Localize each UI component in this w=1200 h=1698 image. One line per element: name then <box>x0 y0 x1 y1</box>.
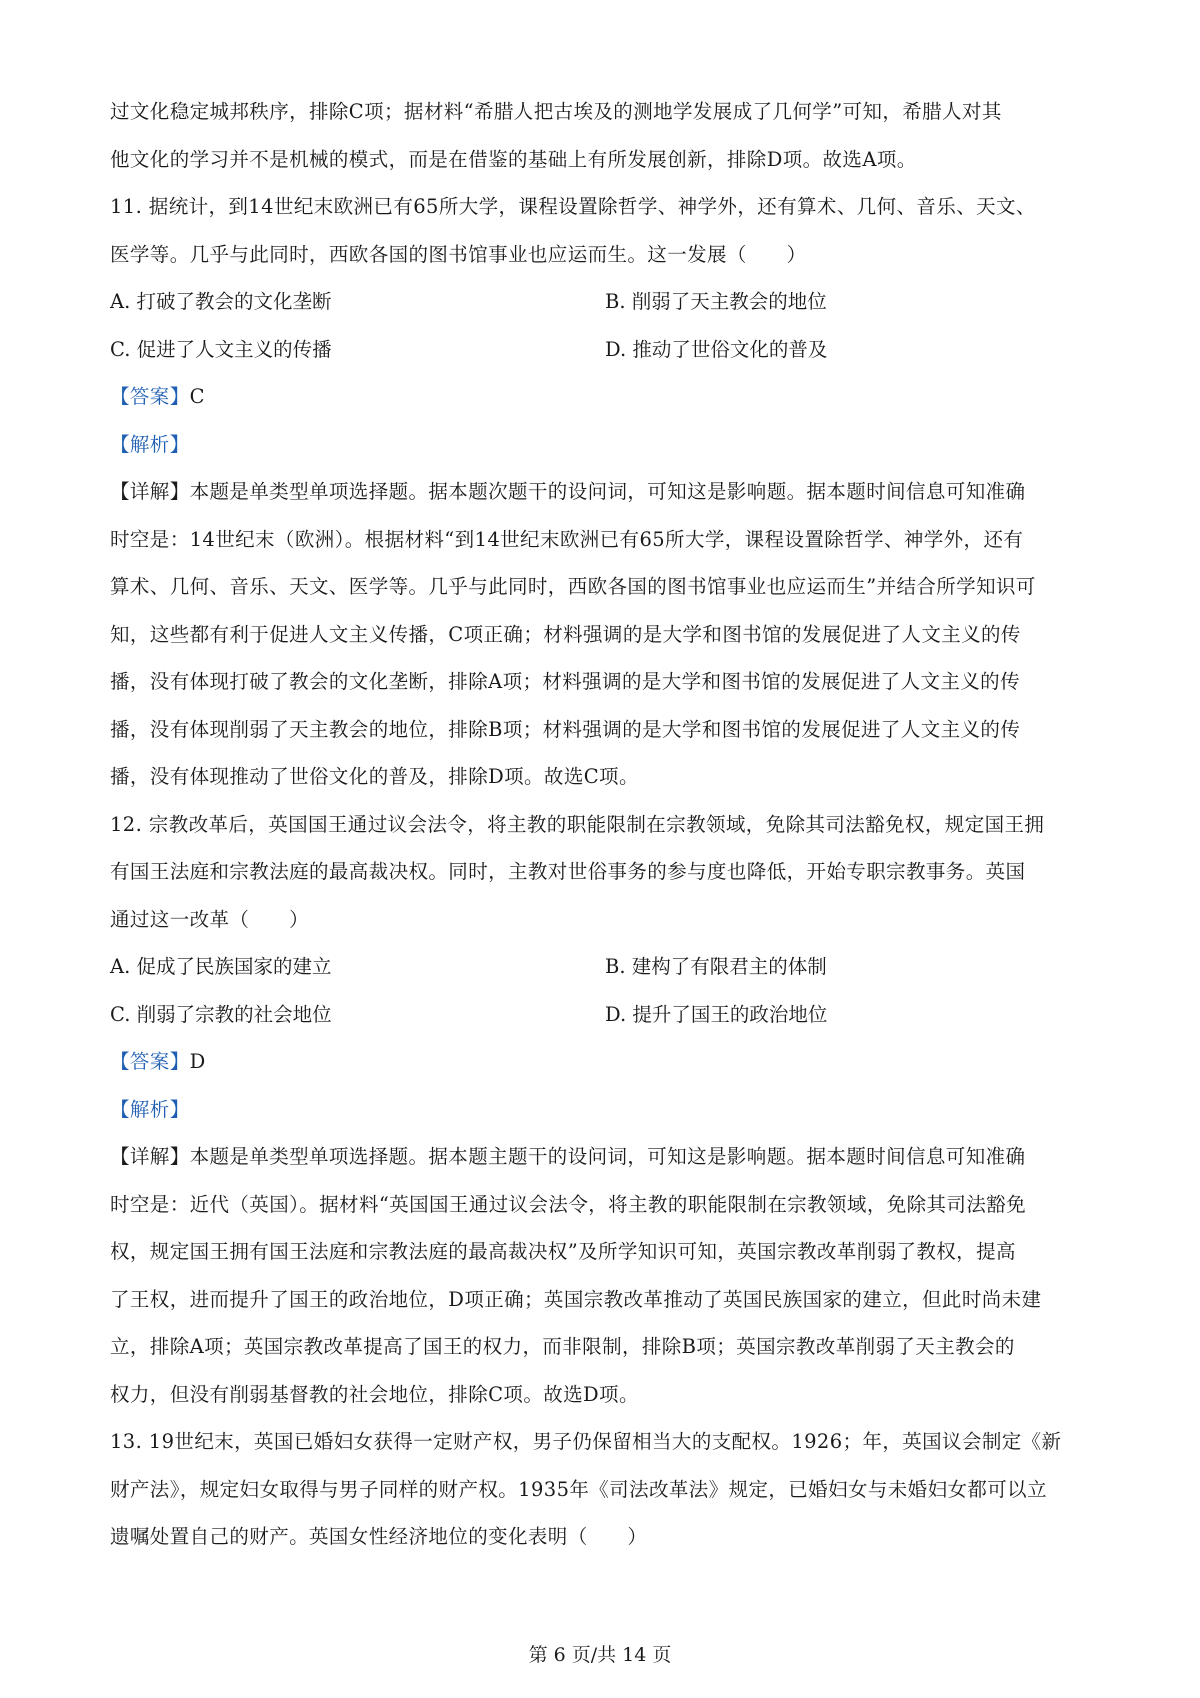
option-b: B. 建构了有限君主的体制 <box>605 955 827 978</box>
answer-value: D <box>189 1050 206 1073</box>
text-line: 他文化的学习并不是机械的模式，而是在借鉴的基础上有所发展创新，排除D项。故选A项。 <box>110 147 917 171</box>
option-a: A. 促成了民族国家的建立 <box>110 955 332 978</box>
text-line: 过文化稳定城邦秩序，排除C项；据材料“希腊人把古埃及的测地学发展成了几何学”可知，希腊人对其 <box>110 100 1002 123</box>
detail-line: 播，没有体现推动了世俗文化的普及，排除D项。故选C项。 <box>110 765 639 788</box>
detail-line <box>110 1133 1100 1181</box>
detail-line: 时空是：14世纪末（欧洲）。根据材料“到14世纪末欧洲已有65所大学，课程设置除哲学、神学外，还有 <box>110 527 1024 551</box>
question-stem: 医学等。几乎与此同时，西欧各国的图书馆事业也应运而生。这一发展（ ） <box>110 242 807 266</box>
detail-line: 时空是：近代（英国）。据材料“英国国王通过议会法令，将主教的职能限制在宗教领域，免除其司法豁免 <box>110 1192 1027 1216</box>
detail-line: 知，这些都有利于促进人文主义传播，C项正确；材料强调的是大学和图书馆的发展促进了人文主义的传 <box>110 622 1021 646</box>
page-number: 第 6 页/共 14 页 <box>528 1644 672 1666</box>
question-stem: 通过这一改革（ ） <box>110 907 310 931</box>
question-stem: 13. 19世纪末，英国已婚妇女获得一定财产权，男子仍保留相当大的支配权。1926；年，英国议会制定《新 <box>110 1430 1062 1453</box>
question-stem: 11. 据统计，到14世纪末欧洲已有65所大学，课程设置除哲学、神学外，还有算术、几何、音乐、天文、 <box>110 195 1036 218</box>
answer-line <box>110 1038 1100 1086</box>
option-row <box>110 278 1100 326</box>
option-a: A. 打破了教会的文化垄断 <box>110 290 332 313</box>
question-13 <box>110 1418 1100 1561</box>
question-12 <box>110 801 1100 1419</box>
detail-line: 权力，但没有削弱基督教的社会地位，排除C项。故选D项。 <box>110 1382 639 1406</box>
detail-line: 立，排除A项；英国宗教改革提高了国王的权力，而非限制，排除B项；英国宗教改革削弱了天主教会的 <box>110 1335 1015 1358</box>
analysis-tag: 【解析】 <box>110 1097 190 1121</box>
answer-tag: 【答案】 <box>110 385 190 408</box>
detail-text: 本题是单类型单项选择题。据本题次题干的设问词，可知这是影响题。据本题时间信息可知准确 <box>189 480 1026 503</box>
detail-line <box>110 468 1100 516</box>
option-row <box>110 326 1100 374</box>
question-stem: 有国王法庭和宗教法庭的最高裁决权。同时，主教对世俗事务的参与度也降低，开始专职宗教事务。英国 <box>110 860 1026 883</box>
option-b: B. 削弱了天主教会的地位 <box>605 290 827 313</box>
document-page <box>110 88 1100 1561</box>
option-c: C. 削弱了宗教的社会地位 <box>110 1002 332 1026</box>
detail-line: 权，规定国王拥有国王法庭和宗教法庭的最高裁决权”及所学知识可知，英国宗教改革削弱了教权，提高 <box>110 1240 1016 1263</box>
detail-text: 本题是单类型单项选择题。据本题主题干的设问词，可知这是影响题。据本题时间信息可知准确 <box>189 1145 1026 1168</box>
answer-tag: 【答案】 <box>110 1050 190 1073</box>
detail-line: 播，没有体现削弱了天主教会的地位，排除B项；材料强调的是大学和图书馆的发展促进了人文主义的传 <box>110 717 1021 741</box>
detail-line: 播，没有体现打破了教会的文化垄断，排除A项；材料强调的是大学和图书馆的发展促进了人文主义的传 <box>110 670 1020 693</box>
detail-line: 了王权，进而提升了国王的政治地位，D项正确；英国宗教改革推动了英国民族国家的建立，但此时尚未建 <box>110 1287 1042 1311</box>
analysis-tag: 【解析】 <box>110 432 190 456</box>
detail-tag: 【详解】 <box>110 1145 190 1168</box>
detail-line: 算术、几何、音乐、天文、医学等。几乎与此同时，西欧各国的图书馆事业也应运而生”并结合所学知识可 <box>110 575 1036 598</box>
detail-tag: 【详解】 <box>110 480 190 503</box>
answer-line <box>110 373 1100 421</box>
question-11 <box>110 183 1100 801</box>
option-c: C. 促进了人文主义的传播 <box>110 337 332 361</box>
option-row <box>110 991 1100 1039</box>
answer-value: C <box>189 385 205 408</box>
option-d: D. 推动了世俗文化的普及 <box>605 337 828 361</box>
question-stem: 遗嘱处置自己的财产。英国女性经济地位的变化表明（ ） <box>110 1525 648 1548</box>
option-d: D. 提升了国王的政治地位 <box>605 1002 828 1026</box>
question-stem: 12. 宗教改革后，英国国王通过议会法令，将主教的职能限制在宗教领域，免除其司法豁免权，规定国王拥 <box>110 812 1045 836</box>
option-row <box>110 943 1100 991</box>
question-stem: 财产法》，规定妇女取得与男子同样的财产权。1935年《司法改革法》规定，已婚妇女与未婚妇女都可以立 <box>110 1477 1047 1501</box>
